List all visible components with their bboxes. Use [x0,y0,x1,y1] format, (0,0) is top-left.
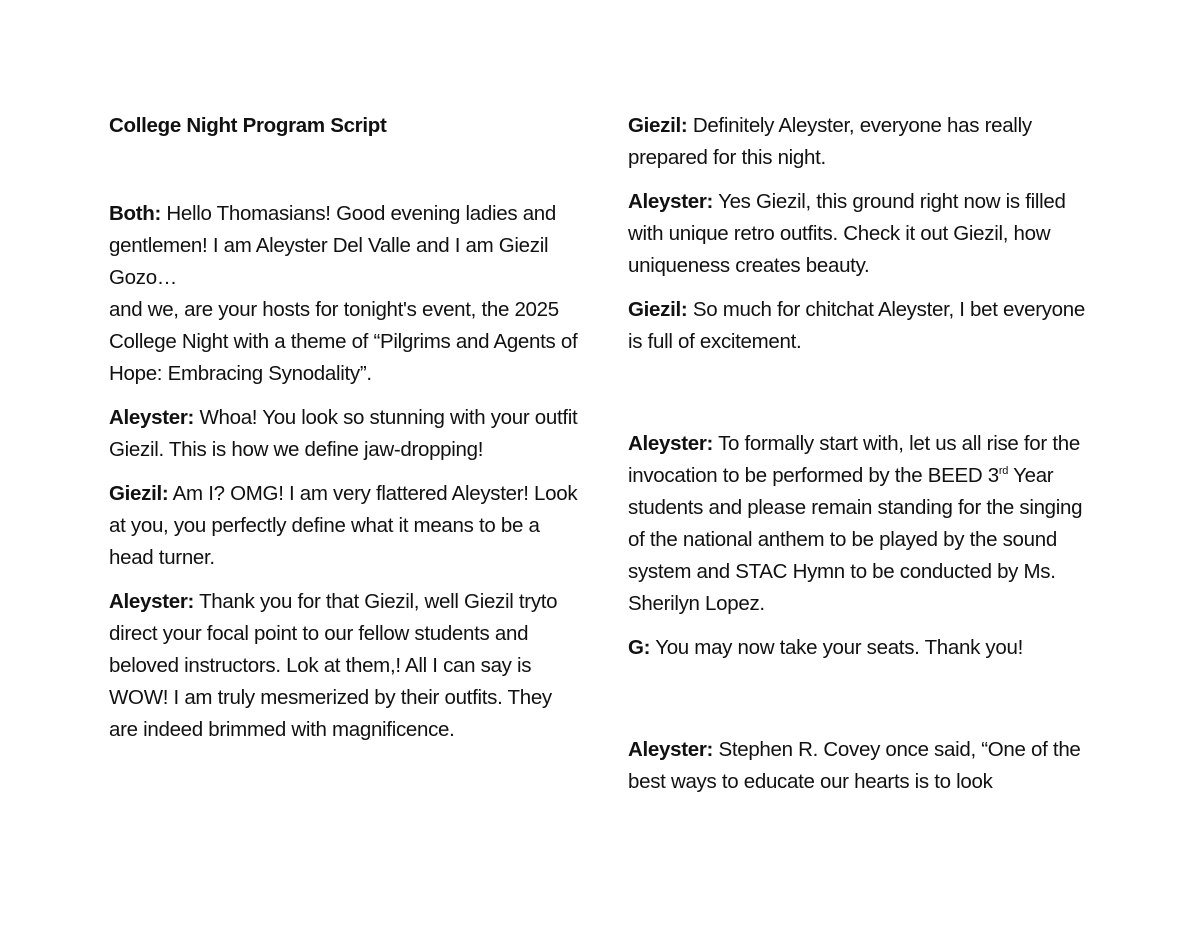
dialogue-text: Stephen R. Covey once said, “One of the best ways to educate our hearts is to look [628,738,1081,793]
dialogue-text: Year students and please remain standing for the singing of the national anthem to be played by the sound system and STAC Hymn to be conducted by Ms. Sherilyn Lopez. [628,464,1083,615]
script-paragraph [628,632,1098,664]
ordinal-superscript: rd [998,465,1009,478]
speaker-label: Aleyster: [628,190,714,213]
dialogue-text: Yes Giezil, this ground right now is filled with unique retro outfits. Check it out Giezil, how uniqueness creates beauty. [628,190,1066,277]
right-column [628,110,1098,810]
script-paragraph [628,734,1098,798]
speaker-label: Aleyster: [628,432,714,455]
script-paragraph [109,402,579,466]
dialogue-text: Am I? OMG! I am very flattered Aleyster! Look at you, you perfectly define what it means to be a head turner. [109,482,578,569]
script-paragraph-continuation: and we, are your hosts for tonight's event, the 2025 College Night with a theme of “Pilgrims and Agents of Hope: Embracing Synodality”. [109,298,578,385]
script-paragraph [109,586,579,746]
speaker-label: Giezil: [109,482,169,505]
speaker-label: Aleyster: [628,738,714,761]
dialogue-text: To formally start with, let us all rise for the invocation to be performed by the BEED 3 [628,432,1080,487]
dialogue-text: Definitely Aleyster, everyone has really prepared for this night. [628,114,1032,169]
dialogue-text: You may now take your seats. Thank you! [650,636,1023,659]
script-paragraph [628,110,1098,174]
speaker-label: Giezil: [628,298,688,321]
left-column [109,110,579,758]
script-paragraph [628,294,1098,358]
script-paragraph [109,198,579,294]
script-paragraph [109,478,579,574]
speaker-label: Aleyster: [109,590,195,613]
dialogue-text: Whoa! You look so stunning with your outfit Giezil. This is how we define jaw-dropping! [109,406,578,461]
speaker-label: Giezil: [628,114,688,137]
script-paragraph [628,428,1098,620]
speaker-label: G: [628,636,651,659]
script-paragraph [628,186,1098,282]
speaker-label: Both: [109,202,162,225]
dialogue-text: Thank you for that Giezil, well Giezil tryto direct your focal point to our fellow students and beloved instructors. Lok at them,! All I can say is WOW! I am truly mesmerized by their outfits. They are indeed brimmed with magnificence. [109,590,558,741]
document-title: College Night Program Script [109,114,387,137]
speaker-label: Aleyster: [109,406,195,429]
dialogue-text: So much for chitchat Aleyster, I bet everyone is full of excitement. [628,298,1085,353]
dialogue-text: Hello Thomasians! Good evening ladies and gentlemen! I am Aleyster Del Valle and I am Giezil Gozo… [109,202,557,289]
